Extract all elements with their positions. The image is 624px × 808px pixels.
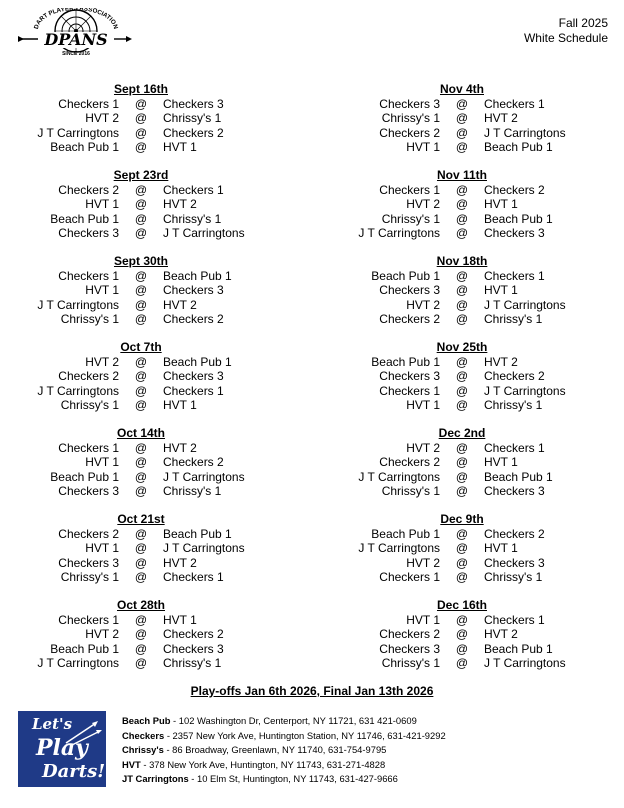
logo-name: DPANS xyxy=(44,30,108,49)
home-team: J T Carringtons xyxy=(484,383,566,398)
banner-line-3: Darts! xyxy=(42,761,106,782)
home-team: Checkers 3 xyxy=(484,555,545,570)
at-symbol: @ xyxy=(134,111,148,126)
week-date: Sept 16th xyxy=(113,82,168,96)
match-row xyxy=(0,283,300,297)
at-symbol: @ xyxy=(455,283,469,298)
home-team: HVT 2 xyxy=(163,441,197,455)
away-team: HVT 2 xyxy=(85,355,119,369)
match-row xyxy=(320,527,620,541)
venue-details: - 86 Broadway, Greenlawn, NY 11740, 631-754-9795 xyxy=(163,744,387,755)
away-team: HVT 2 xyxy=(406,297,440,312)
home-team: J T Carringtons xyxy=(484,125,566,140)
at-symbol: @ xyxy=(455,613,469,627)
at-symbol: @ xyxy=(134,613,148,627)
home-team: Checkers 3 xyxy=(163,369,224,384)
home-team: Checkers 1 xyxy=(163,183,224,197)
at-symbol: @ xyxy=(455,541,469,556)
home-team: Beach Pub 1 xyxy=(484,211,553,226)
venue-details: - 102 Washington Dr, Centerport, NY 11721, 631 421-0609 xyxy=(170,715,417,726)
logo-since: SINCE 2016 xyxy=(62,51,90,57)
at-symbol: @ xyxy=(455,656,469,671)
venue-details: - 2357 New York Ave, Huntington Station, NY 11746, 631-421-9292 xyxy=(164,729,446,741)
home-team: Checkers 3 xyxy=(163,283,224,298)
at-symbol: @ xyxy=(134,355,148,369)
away-team: Checkers 2 xyxy=(58,369,119,384)
week-date: Nov 25th xyxy=(436,340,488,354)
match-row xyxy=(320,197,620,211)
week-date: Dec 2nd xyxy=(438,426,486,440)
dpans-logo xyxy=(16,8,134,58)
at-symbol: @ xyxy=(455,484,469,499)
week-block xyxy=(320,168,620,254)
week-date: Oct 28th xyxy=(116,598,165,612)
away-team: HVT 1 xyxy=(85,541,119,556)
season-header xyxy=(524,16,608,46)
home-team: HVT 2 xyxy=(484,627,518,642)
away-team: Chrissy's 1 xyxy=(381,211,440,226)
match-row xyxy=(0,613,300,627)
at-symbol: @ xyxy=(134,97,148,111)
week-date: Oct 21st xyxy=(117,512,165,526)
away-team: J T Carringtons xyxy=(358,469,440,484)
match-row xyxy=(320,484,620,498)
at-symbol: @ xyxy=(455,527,469,541)
away-team: HVT 1 xyxy=(406,613,440,627)
away-team: Checkers 3 xyxy=(58,555,119,570)
away-team: HVT 1 xyxy=(406,140,440,155)
home-team: Checkers 2 xyxy=(163,312,224,327)
match-row xyxy=(320,398,620,412)
match-row xyxy=(0,384,300,398)
away-team: HVT 1 xyxy=(406,398,440,413)
match-row xyxy=(0,269,300,283)
home-team: J T Carringtons xyxy=(484,656,566,671)
away-team: Beach Pub 1 xyxy=(50,641,119,656)
at-symbol: @ xyxy=(455,140,469,155)
at-symbol: @ xyxy=(455,641,469,656)
at-symbol: @ xyxy=(134,484,148,499)
at-symbol: @ xyxy=(134,455,148,470)
match-row xyxy=(320,570,620,584)
match-row xyxy=(0,541,300,555)
home-team: Checkers 1 xyxy=(484,613,545,627)
venue-item xyxy=(122,758,446,773)
at-symbol: @ xyxy=(134,297,148,312)
at-symbol: @ xyxy=(455,183,469,197)
match-row xyxy=(320,312,620,326)
match-row xyxy=(320,656,620,670)
at-symbol: @ xyxy=(455,312,469,327)
match-row xyxy=(320,613,620,627)
week-date: Nov 11th xyxy=(436,168,487,182)
at-symbol: @ xyxy=(455,97,469,111)
away-team: Beach Pub 1 xyxy=(371,355,440,369)
match-row xyxy=(320,455,620,469)
at-symbol: @ xyxy=(455,211,469,226)
match-row xyxy=(320,642,620,656)
week-date: Dec 9th xyxy=(440,512,484,526)
match-row xyxy=(0,140,300,154)
away-team: Chrissy's 1 xyxy=(60,570,119,585)
week-block xyxy=(0,168,300,254)
venue-name: HVT xyxy=(122,758,141,770)
match-row xyxy=(0,355,300,369)
at-symbol: @ xyxy=(455,226,469,241)
match-row xyxy=(0,455,300,469)
home-team: Beach Pub 1 xyxy=(484,140,553,155)
at-symbol: @ xyxy=(134,555,148,570)
week-date: Nov 4th xyxy=(439,82,484,96)
at-symbol: @ xyxy=(134,469,148,484)
match-row xyxy=(320,627,620,641)
home-team: Checkers 2 xyxy=(484,369,545,384)
match-row xyxy=(0,627,300,641)
week-block xyxy=(0,254,300,340)
home-team: Checkers 2 xyxy=(484,527,545,541)
match-row xyxy=(0,470,300,484)
week-block xyxy=(320,340,620,426)
away-team: HVT 2 xyxy=(85,111,119,126)
match-row xyxy=(320,298,620,312)
away-team: Chrissy's 1 xyxy=(60,312,119,327)
match-row xyxy=(0,183,300,197)
home-team: Checkers 3 xyxy=(484,226,545,241)
away-team: Checkers 1 xyxy=(379,570,440,585)
away-team: Checkers 1 xyxy=(58,441,119,455)
at-symbol: @ xyxy=(134,541,148,556)
home-team: Checkers 2 xyxy=(163,125,224,140)
at-symbol: @ xyxy=(455,627,469,642)
home-team: Beach Pub 1 xyxy=(484,469,553,484)
banner-line-2: Play xyxy=(36,735,88,761)
week-block xyxy=(320,512,620,598)
at-symbol: @ xyxy=(455,355,469,369)
home-team: Checkers 2 xyxy=(163,627,224,642)
match-row xyxy=(320,269,620,283)
home-team: Chrissy's 1 xyxy=(163,111,222,126)
away-team: J T Carringtons xyxy=(37,656,119,671)
week-block xyxy=(0,340,300,426)
match-row xyxy=(320,126,620,140)
home-team: J T Carringtons xyxy=(163,469,245,484)
match-row xyxy=(320,355,620,369)
home-team: HVT 1 xyxy=(484,197,518,212)
match-row xyxy=(320,369,620,383)
match-row xyxy=(320,97,620,111)
at-symbol: @ xyxy=(455,125,469,140)
match-row xyxy=(0,298,300,312)
week-block xyxy=(0,82,300,168)
home-team: Beach Pub 1 xyxy=(163,355,232,369)
away-team: Checkers 3 xyxy=(58,484,119,499)
away-team: J T Carringtons xyxy=(37,383,119,398)
season-term: Fall 2025 xyxy=(558,16,608,30)
away-team: Checkers 3 xyxy=(379,97,440,111)
away-team: Checkers 3 xyxy=(379,283,440,298)
match-row xyxy=(320,212,620,226)
at-symbol: @ xyxy=(455,111,469,126)
week-date: Dec 16th xyxy=(436,598,488,612)
match-row xyxy=(0,226,300,240)
match-row xyxy=(0,484,300,498)
at-symbol: @ xyxy=(134,441,148,455)
week-block xyxy=(0,598,300,684)
match-row xyxy=(0,126,300,140)
away-team: J T Carringtons xyxy=(37,125,119,140)
away-team: Checkers 1 xyxy=(58,97,119,111)
home-team: HVT 1 xyxy=(163,140,197,155)
venue-name: Checkers xyxy=(122,729,165,741)
at-symbol: @ xyxy=(134,641,148,656)
at-symbol: @ xyxy=(134,570,148,585)
week-date: Nov 18th xyxy=(436,254,488,268)
away-team: Beach Pub 1 xyxy=(50,211,119,226)
match-row xyxy=(0,642,300,656)
away-team: Checkers 3 xyxy=(379,369,440,384)
home-team: Beach Pub 1 xyxy=(163,269,232,283)
match-row xyxy=(320,183,620,197)
at-symbol: @ xyxy=(134,398,148,413)
away-team: Beach Pub 1 xyxy=(371,527,440,541)
away-team: Chrissy's 1 xyxy=(381,656,440,671)
at-symbol: @ xyxy=(134,383,148,398)
match-row xyxy=(320,140,620,154)
home-team: Chrissy's 1 xyxy=(484,398,543,413)
away-team: Chrissy's 1 xyxy=(381,111,440,126)
match-row xyxy=(0,212,300,226)
at-symbol: @ xyxy=(134,269,148,283)
away-team: Checkers 2 xyxy=(379,125,440,140)
away-team: Checkers 3 xyxy=(379,641,440,656)
home-team: J T Carringtons xyxy=(163,541,245,556)
match-row xyxy=(0,527,300,541)
home-team: HVT 1 xyxy=(163,613,197,627)
match-row xyxy=(320,111,620,125)
away-team: J T Carringtons xyxy=(358,226,440,241)
at-symbol: @ xyxy=(455,455,469,470)
away-team: Beach Pub 1 xyxy=(371,269,440,283)
schedule-column-left xyxy=(0,82,300,684)
match-row xyxy=(0,570,300,584)
week-date: Oct 14th xyxy=(116,426,165,440)
home-team: HVT 1 xyxy=(484,541,518,556)
away-team: Checkers 3 xyxy=(58,226,119,241)
at-symbol: @ xyxy=(134,183,148,197)
week-block xyxy=(320,426,620,512)
venue-item xyxy=(122,772,446,787)
week-date: Oct 7th xyxy=(120,340,162,354)
away-team: Checkers 1 xyxy=(58,613,119,627)
at-symbol: @ xyxy=(134,283,148,298)
week-block xyxy=(320,82,620,168)
away-team: Checkers 2 xyxy=(379,627,440,642)
home-team: Checkers 3 xyxy=(163,641,224,656)
week-date: Sept 30th xyxy=(113,254,168,268)
playoffs-note: Play-offs Jan 6th 2026, Final Jan 13th 2026 xyxy=(190,684,434,698)
home-team: Checkers 2 xyxy=(484,183,545,197)
home-team: Checkers 3 xyxy=(484,484,545,499)
home-team: HVT 2 xyxy=(163,555,197,570)
away-team: J T Carringtons xyxy=(358,541,440,556)
home-team: Chrissy's 1 xyxy=(163,656,222,671)
venue-details: - 10 Elm St, Huntington, NY 11743, 631-427-9666 xyxy=(188,773,398,784)
home-team: Beach Pub 1 xyxy=(163,527,232,541)
venue-name: Chrissy's xyxy=(122,744,164,755)
at-symbol: @ xyxy=(134,140,148,155)
at-symbol: @ xyxy=(455,570,469,585)
venue-list xyxy=(122,714,446,787)
home-team: Chrissy's 1 xyxy=(163,484,222,499)
at-symbol: @ xyxy=(455,398,469,413)
away-team: Chrissy's 1 xyxy=(381,484,440,499)
away-team: Checkers 2 xyxy=(379,312,440,327)
at-symbol: @ xyxy=(134,211,148,226)
home-team: Checkers 3 xyxy=(163,97,224,111)
away-team: HVT 2 xyxy=(406,441,440,455)
at-symbol: @ xyxy=(134,226,148,241)
match-row xyxy=(320,384,620,398)
away-team: HVT 2 xyxy=(406,197,440,212)
venue-item xyxy=(122,714,446,729)
match-row xyxy=(0,312,300,326)
home-team: HVT 1 xyxy=(484,455,518,470)
lets-play-darts-banner xyxy=(18,711,106,787)
match-row xyxy=(320,556,620,570)
week-block xyxy=(320,598,620,684)
match-row xyxy=(0,197,300,211)
venue-item xyxy=(122,743,446,758)
home-team: J T Carringtons xyxy=(484,297,566,312)
match-row xyxy=(0,656,300,670)
away-team: HVT 2 xyxy=(85,627,119,642)
venue-name: Beach Pub xyxy=(122,715,171,726)
banner-line-1: Let's xyxy=(32,715,73,733)
home-team: Checkers 2 xyxy=(163,455,224,470)
logo-arc-text: DART PLAYERS ASSOCIATION xyxy=(32,8,120,30)
home-team: HVT 1 xyxy=(163,398,197,413)
match-row xyxy=(0,111,300,125)
schedule-name: White Schedule xyxy=(523,31,608,45)
at-symbol: @ xyxy=(455,297,469,312)
away-team: HVT 1 xyxy=(85,455,119,470)
venue-item xyxy=(122,729,446,744)
away-team: Beach Pub 1 xyxy=(50,469,119,484)
at-symbol: @ xyxy=(134,527,148,541)
venue-details: - 378 New York Ave, Huntington, NY 11743, 631-271-4828 xyxy=(140,758,386,770)
away-team: HVT 2 xyxy=(406,555,440,570)
at-symbol: @ xyxy=(455,369,469,384)
home-team: Checkers 1 xyxy=(484,97,545,111)
at-symbol: @ xyxy=(134,369,148,384)
at-symbol: @ xyxy=(134,627,148,642)
at-symbol: @ xyxy=(455,469,469,484)
dartboard-logo-graphic xyxy=(16,8,134,58)
at-symbol: @ xyxy=(455,269,469,283)
home-team: Chrissy's 1 xyxy=(484,312,543,327)
away-team: Checkers 2 xyxy=(58,527,119,541)
schedule-column-right xyxy=(320,82,620,684)
away-team: Chrissy's 1 xyxy=(60,398,119,413)
away-team: J T Carringtons xyxy=(37,297,119,312)
home-team: J T Carringtons xyxy=(163,226,245,241)
venue-name: JT Carringtons xyxy=(122,773,189,784)
away-team: Checkers 2 xyxy=(379,455,440,470)
match-row xyxy=(320,226,620,240)
home-team: HVT 2 xyxy=(163,297,197,312)
week-block xyxy=(0,512,300,598)
at-symbol: @ xyxy=(455,383,469,398)
at-symbol: @ xyxy=(134,312,148,327)
away-team: Checkers 2 xyxy=(58,183,119,197)
match-row xyxy=(0,369,300,383)
week-date: Sept 23rd xyxy=(113,168,169,182)
home-team: HVT 1 xyxy=(484,283,518,298)
at-symbol: @ xyxy=(134,125,148,140)
away-team: HVT 1 xyxy=(85,197,119,212)
home-team: Chrissy's 1 xyxy=(163,211,222,226)
match-row xyxy=(320,541,620,555)
home-team: Beach Pub 1 xyxy=(484,641,553,656)
match-row xyxy=(0,441,300,455)
match-row xyxy=(320,283,620,297)
at-symbol: @ xyxy=(134,656,148,671)
away-team: HVT 1 xyxy=(85,283,119,298)
home-team: HVT 2 xyxy=(163,197,197,212)
home-team: Chrissy's 1 xyxy=(484,570,543,585)
match-row xyxy=(0,398,300,412)
home-team: HVT 2 xyxy=(484,111,518,126)
at-symbol: @ xyxy=(134,197,148,212)
at-symbol: @ xyxy=(455,555,469,570)
away-team: Beach Pub 1 xyxy=(50,140,119,155)
at-symbol: @ xyxy=(455,441,469,455)
away-team: Checkers 1 xyxy=(379,383,440,398)
match-row xyxy=(0,556,300,570)
home-team: Checkers 1 xyxy=(163,570,224,585)
match-row xyxy=(320,470,620,484)
week-block xyxy=(0,426,300,512)
away-team: Checkers 1 xyxy=(58,269,119,283)
home-team: HVT 2 xyxy=(484,355,518,369)
home-team: Checkers 1 xyxy=(484,441,545,455)
week-block xyxy=(320,254,620,340)
match-row xyxy=(320,441,620,455)
at-symbol: @ xyxy=(455,197,469,212)
home-team: Checkers 1 xyxy=(163,383,224,398)
match-row xyxy=(0,97,300,111)
home-team: Checkers 1 xyxy=(484,269,545,283)
away-team: Checkers 1 xyxy=(379,183,440,197)
